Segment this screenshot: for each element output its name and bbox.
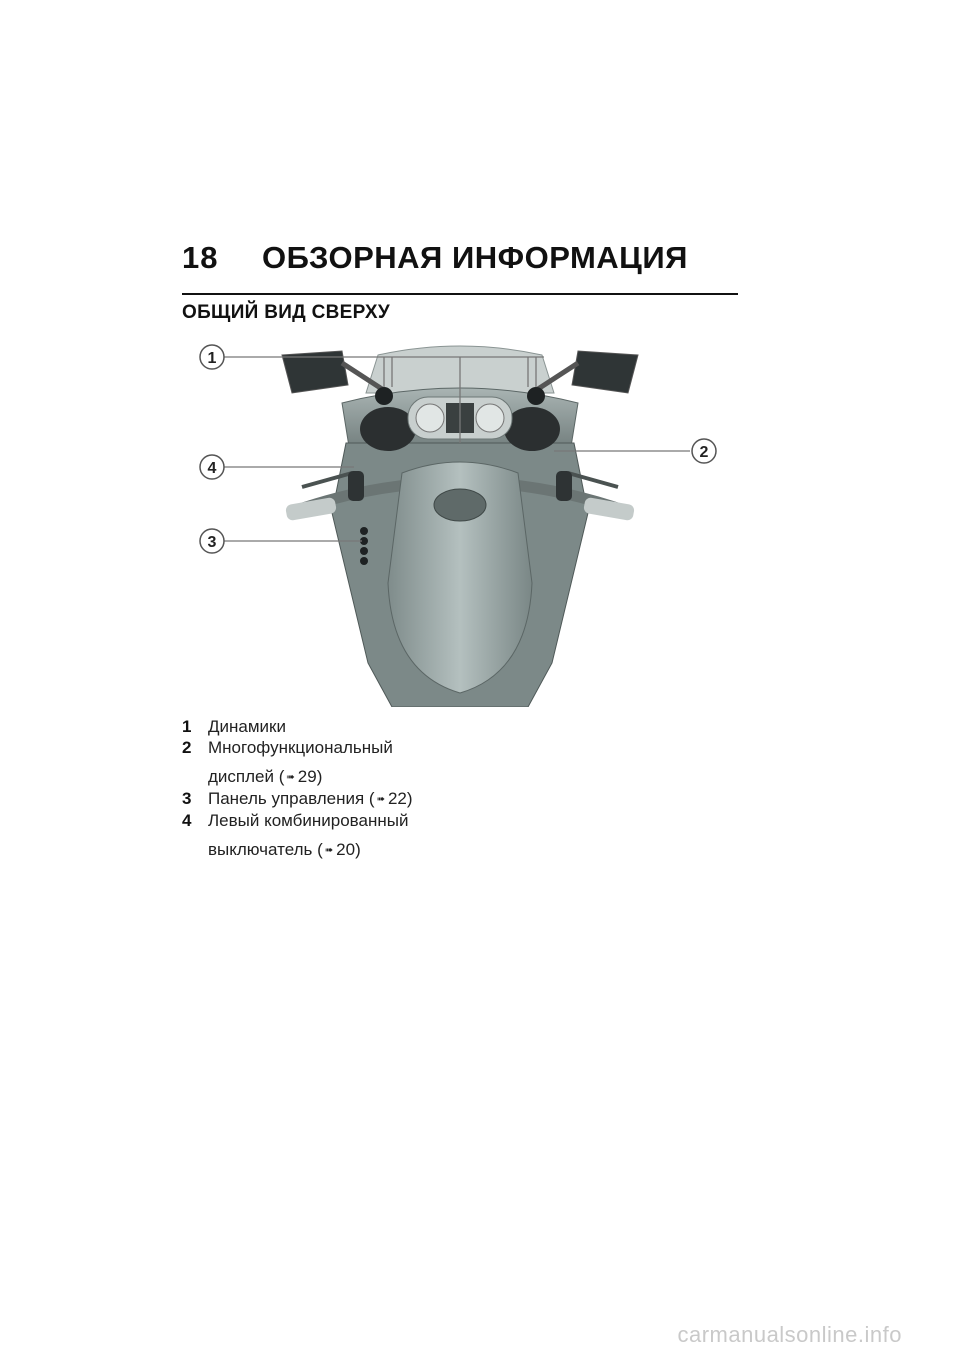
callout-3 <box>200 529 224 553</box>
chapter-title: ОБЗОРНАЯ ИНФОРМАЦИЯ <box>262 240 688 275</box>
legend-number: 3 <box>182 789 192 808</box>
callout-4 <box>200 455 224 479</box>
legend-item <box>182 716 582 737</box>
figure-legend <box>182 716 582 861</box>
legend-text: Многофункциональный <box>208 738 393 757</box>
legend-item: 2 Многофункциональный дисплей ( ➠ 29) <box>182 738 393 786</box>
callout-4-label: 4 <box>207 460 217 477</box>
legend-text: Левый комбинированный <box>208 811 409 830</box>
motorcycle-illustration <box>182 333 738 707</box>
watermark: carmanualsonline.info <box>677 1322 902 1347</box>
legend-item: 4 Левый комбинированный выключатель ( ➠ 20) <box>182 811 409 859</box>
callout-3-label: 3 <box>207 534 217 551</box>
callout-1 <box>200 345 224 369</box>
legend-number: 4 <box>182 811 192 830</box>
page-ref-arrow-icon: ➠ <box>376 794 385 805</box>
motorcycle-top-view-figure <box>182 333 738 707</box>
page-ref-link[interactable]: 20 <box>336 840 356 859</box>
page-number: 18 <box>182 240 219 275</box>
header-rule <box>182 293 738 295</box>
callout-1-label: 1 <box>207 350 217 367</box>
page-ref-link[interactable]: 29 <box>297 767 317 786</box>
legend-number: 1 <box>182 717 192 736</box>
section-title: ОБЩИЙ ВИД СВЕРХУ <box>182 302 390 323</box>
legend-text: Панель управления ( <box>208 789 375 808</box>
legend-item: 3 Панель управления ( ➠ 22) <box>182 789 413 808</box>
page-ref-arrow-icon: ➠ <box>324 845 334 856</box>
callout-2 <box>692 439 716 463</box>
page-ref-arrow-icon: ➠ <box>286 772 295 783</box>
page-ref-link[interactable]: 22 <box>387 789 407 808</box>
legend-text: Динамики <box>208 717 286 736</box>
callout-2-label: 2 <box>699 444 709 461</box>
legend-number: 2 <box>182 738 192 757</box>
